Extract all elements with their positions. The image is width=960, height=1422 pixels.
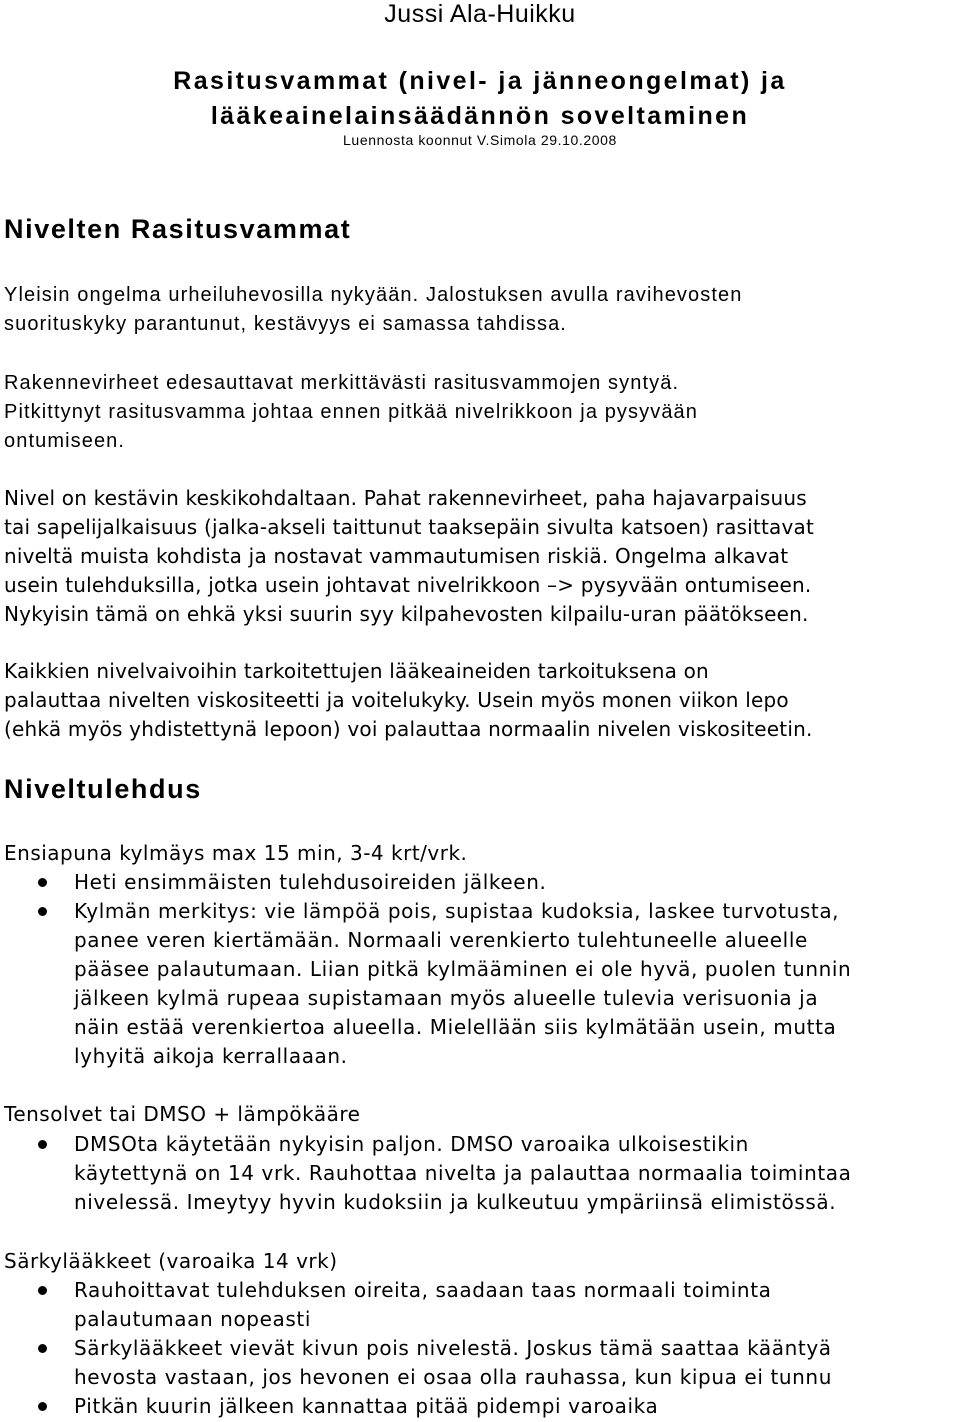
text-line: niveltä muista kohdista ja nostavat vammautumisen riskiä. Ongelma alkavat [4, 544, 789, 568]
text-line: panee veren kiertämään. Normaali verenkierto tulehtuneelle alueelle [74, 928, 808, 952]
text-line: Särkylääkkeet vievät kivun pois nivelestä. Joskus tämä saattaa kääntyä [74, 1336, 832, 1360]
text-line: Rakennevirheet edesauttavat merkittävästi rasitusvammojen syntyä. [4, 372, 680, 394]
bullet-list-dmso [0, 1130, 958, 1217]
subheading-sarkylaakkeet: Särkylääkkeet (varoaika 14 vrk) [4, 1249, 338, 1273]
list-item [0, 897, 958, 1071]
list-item [0, 1130, 958, 1217]
paragraph-laakeaineet [4, 657, 959, 744]
text-line: Rauhoittavat tulehduksen oireita, saadaan taas normaali toiminta [74, 1278, 772, 1302]
text-line: Pitkittynyt rasitusvamma johtaa ennen pitkää nivelrikkoon ja pysyvään [4, 401, 698, 423]
text-line: Kaikkien nivelvaivoihin tarkoitettujen lääkeaineiden tarkoituksena on [4, 659, 709, 683]
bullet-list-sarkylaakkeet [0, 1276, 958, 1421]
text-line: näin estää verenkiertoa alueella. Mielellään siis kylmätään usein, mutta [74, 1015, 837, 1039]
document-title [0, 64, 960, 134]
author-name: Jussi Ala-Huikku [384, 0, 576, 28]
text-line: ontumiseen. [4, 430, 126, 452]
subheading-tensolvet: Tensolvet tai DMSO + lämpökääre [4, 1102, 361, 1126]
paragraph-rakennevirheet [4, 369, 959, 456]
bullet-list-niveltulehdus [0, 868, 958, 1071]
section-heading-niveltulehdus: Niveltulehdus [4, 774, 202, 804]
text-line: DMSOta käytetään nykyisin paljon. DMSO varoaika ulkoisestikin [74, 1132, 749, 1156]
list-item [0, 1276, 958, 1334]
paragraph-ensiapu: Ensiapuna kylmäys max 15 min, 3-4 krt/vrk. [4, 841, 468, 865]
text-line: pääsee palautumaan. Liian pitkä kylmääminen ei ole hyvä, puolen tunnin [74, 957, 852, 981]
section-heading-nivelten-rasitusvammat: Nivelten Rasitusvammat [4, 214, 352, 244]
text-line: nivelessä. Imeytyy hyvin kudoksiin ja kulkeutuu ympäriinsä elimistössä. [74, 1190, 837, 1214]
list-item [0, 868, 958, 897]
text-line: Kylmän merkitys: vie lämpöä pois, supistaa kudoksia, laskee turvotusta, [74, 899, 840, 923]
text-line: hevosta vastaan, jos hevonen ei osaa olla rauhassa, kun kipua ei tunnu [74, 1365, 832, 1389]
text-line: tai sapelijalkaisuus (jalka-akseli taittunut taaksepäin sivulta katsoen) rasittavat [4, 515, 814, 539]
text-line: (ehkä myös yhdistettynä lepoon) voi palauttaa normaalin nivelen viskositeetin. [4, 717, 813, 741]
text-line: Nykyisin tämä on ehkä yksi suurin syy kilpahevosten kilpailu-uran päätökseen. [4, 602, 809, 626]
text-line: Pitkän kuurin jälkeen kannattaa pitää pidempi varoaika [74, 1394, 659, 1418]
text-line: käytettynä on 14 vrk. Rauhottaa nivelta ja palauttaa normaalia toimintaa [74, 1161, 852, 1185]
paragraph-intro [4, 281, 959, 339]
text-line: palautumaan nopeasti [74, 1307, 311, 1331]
paragraph-nivel [4, 484, 959, 629]
text-line: jälkeen kylmä rupeaa supistamaan myös alueelle tulevia verisuonia ja [74, 986, 819, 1010]
text-line: Heti ensimmäisten tulehdusoireiden jälkeen. [74, 870, 547, 894]
text-line: lyhyitä aikoja kerrallaaan. [74, 1044, 348, 1068]
text-line: usein tulehduksilla, jotka usein johtavat nivelrikkoon –> pysyvään ontumiseen. [4, 573, 812, 597]
text-line: Yleisin ongelma urheiluhevosilla nykyään. Jalostuksen avulla ravihevosten [4, 284, 743, 306]
source-note: Luennosta koonnut V.Simola 29.10.2008 [343, 132, 617, 148]
title-line: lääkeainelainsäädännön soveltaminen [210, 102, 750, 130]
text-line: Nivel on kestävin keskikohdaltaan. Pahat rakennevirheet, paha hajavarpaisuus [4, 486, 807, 510]
title-line: Rasitusvammat (nivel- ja jänneongelmat) ja [173, 67, 787, 95]
text-line: suorituskyky parantunut, kestävyys ei samassa tahdissa. [4, 313, 567, 335]
text-line: palauttaa nivelten viskositeetti ja voitelukyky. Usein myös monen viikon lepo [4, 688, 789, 712]
list-item [0, 1334, 958, 1392]
list-item [0, 1392, 958, 1421]
